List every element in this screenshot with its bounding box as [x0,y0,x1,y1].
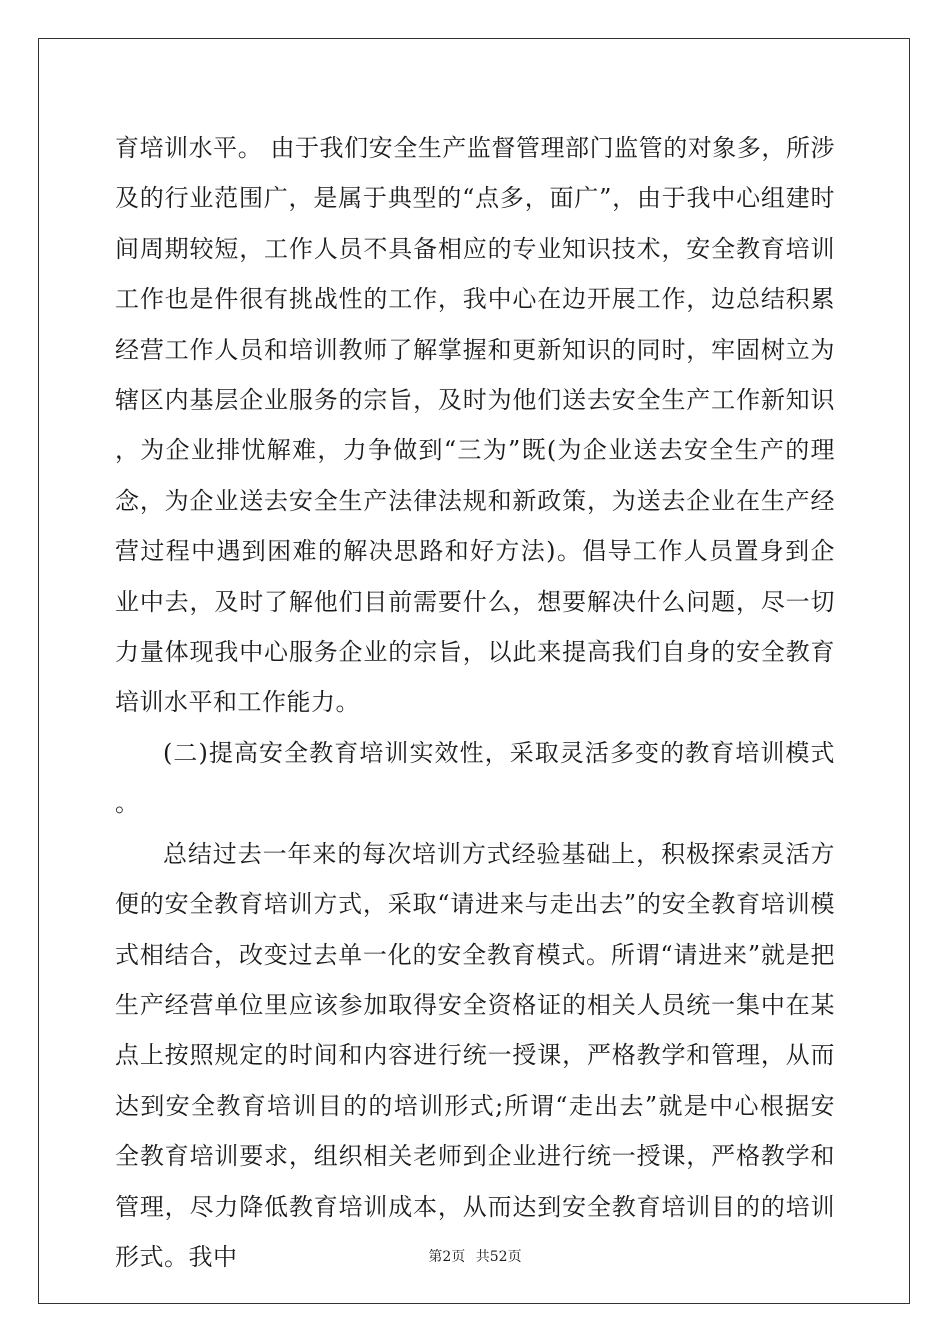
paragraph-3: 总结过去一年来的每次培训方式经验基础上，积极探索灵活方便的安全教育培训方式，采取“请进来与走出去”的安全教育培训模式相结合，改变过去单一化的安全教育模式。所谓“请进来”就是把生产经营单位里应该参加取得安全资格证的相关人员统一集中在某点上按照规定的时间和内容进行统一授课，严格教学和管理，从而达到安全教育培训目的的培训形式;所谓“走出去”就是中心根据安全教育培训要求，组织相关老师到企业进行统一授课，严格教学和管理，尽力降低教育培训成本，从而达到安全教育培训目的的培训形式。我中 [115,839,835,1271]
page-footer [0,1246,950,1266]
paragraph-2-heading: (二)提高安全教育培训实效性，采取灵活多变的教育培训模式。 [115,738,835,818]
total-pages: 共52页 [475,1249,522,1265]
paragraph-1: 育培训水平。 由于我们安全生产监督管理部门监管的对象多，所涉及的行业范围广，是属于典型的“点多，面广”，由于我中心组建时间周期较短，工作人员不具备相应的专业知识技术，安全教育培训工作也是件很有挑战性的工作，我中心在边开展工作，边总结积累经营工作人员和培训教师了解掌握和更新知识的同时，牢固树立为辖区内基层企业服务的宗旨，及时为他们送去安全生产工作新知识，为企业排忧解难，力争做到“三为”既(为企业送去安全生产的理念，为企业送去安全生产法律法规和新政策，为送去企业在生产经营过程中遇到困难的解决思路和好方法)。倡导工作人员置身到企业中去，及时了解他们目前需要什么，想要解决什么问题，尽一切力量体现我中心服务企业的宗旨，以此来提高我们自身的安全教育培训水平和工作能力。 [115,134,835,717]
document-body [115,123,835,1282]
page-number: 第2页 [428,1249,466,1265]
